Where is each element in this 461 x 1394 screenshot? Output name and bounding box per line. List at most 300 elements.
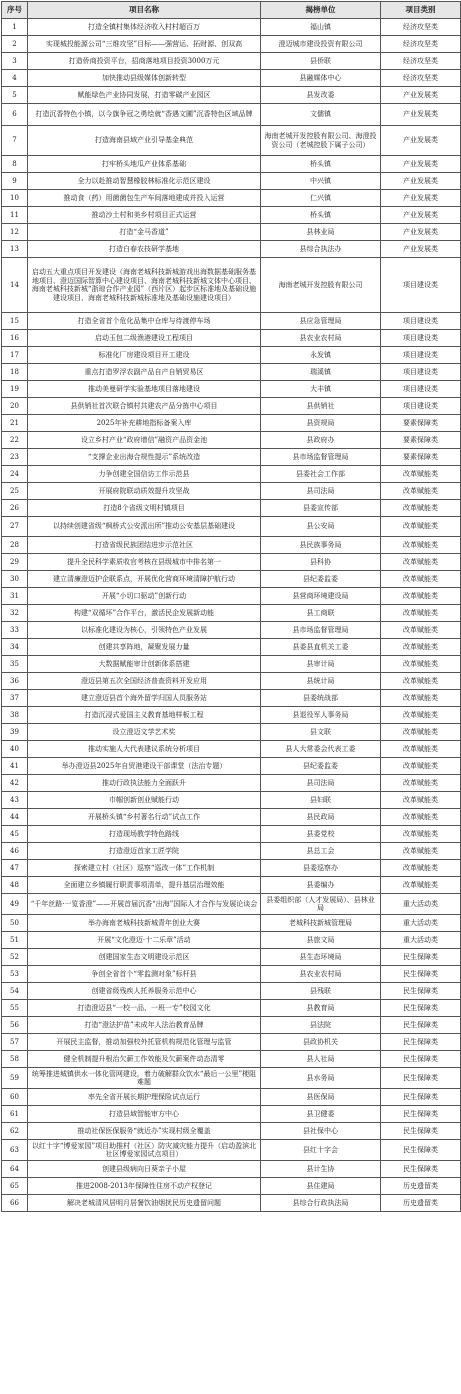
responsible-unit: 县侨联	[261, 53, 381, 70]
table-row	[2, 826, 461, 843]
responsible-unit: 县市场监督管理局	[261, 622, 381, 639]
table-row	[2, 241, 461, 258]
table-row	[2, 517, 461, 537]
table-row	[2, 1017, 461, 1034]
project-category: 项目建设类	[381, 347, 461, 364]
table-row	[2, 622, 461, 639]
project-name: 重点打造罗浮农副产品自产自销贸易区	[28, 364, 261, 381]
responsible-unit: 县工商联	[261, 605, 381, 622]
table-row	[2, 1106, 461, 1123]
table-row	[2, 949, 461, 966]
project-category: 改革赋能类	[381, 877, 461, 894]
table-row	[2, 605, 461, 622]
responsible-unit: 县计生协	[261, 1161, 381, 1178]
responsible-unit: 县市场监督管理局	[261, 449, 381, 466]
project-name: 赋能绿色产业协同发展，打造零碳产业园区	[28, 87, 261, 104]
row-number: 45	[2, 826, 28, 843]
project-category: 民生保障类	[381, 966, 461, 983]
project-category: 改革赋能类	[381, 588, 461, 605]
responsible-unit: 桥头镇	[261, 207, 381, 224]
responsible-unit: 文儒镇	[261, 104, 381, 126]
responsible-unit: 县农业农村局	[261, 330, 381, 347]
responsible-unit: 县委巡察办	[261, 860, 381, 877]
project-name: 澄迈县第五次全国经济普查资料开发应用	[28, 673, 261, 690]
project-category: 改革赋能类	[381, 758, 461, 775]
responsible-unit: 桥头镇	[261, 156, 381, 173]
project-name: 设立乡村产业“政府增信”融资产品资金池	[28, 432, 261, 449]
row-number: 11	[2, 207, 28, 224]
responsible-unit: 县资规局	[261, 415, 381, 432]
project-name: 打造全镇村集体经济收入村村超百万	[28, 19, 261, 36]
project-name: 打造省级民族团结进步示范社区	[28, 537, 261, 554]
table-row	[2, 1034, 461, 1051]
responsible-unit: 县应急管理局	[261, 313, 381, 330]
row-number: 5	[2, 87, 28, 104]
responsible-unit: 县委组织部（人才发展局）、县林业局	[261, 894, 381, 915]
table-row	[2, 809, 461, 826]
table-row	[2, 126, 461, 156]
table-row	[2, 432, 461, 449]
row-number: 63	[2, 1140, 28, 1161]
project-category: 产业发展类	[381, 87, 461, 104]
row-number: 27	[2, 517, 28, 537]
responsible-unit: 县妇联	[261, 792, 381, 809]
project-name: 提升全民科学素质收官考核在县级城市中排名第一	[28, 554, 261, 571]
project-category: 改革赋能类	[381, 537, 461, 554]
project-category: 项目建设类	[381, 398, 461, 415]
responsible-unit: 仁兴镇	[261, 190, 381, 207]
table-row	[2, 1140, 461, 1161]
project-category: 项目建设类	[381, 258, 461, 313]
project-name: 打造“金马香道”	[28, 224, 261, 241]
project-name: 标准化厂房建设项目开工建设	[28, 347, 261, 364]
table-row	[2, 966, 461, 983]
project-category: 重大活动类	[381, 932, 461, 949]
project-category: 民生保障类	[381, 1034, 461, 1051]
project-name: 构建“双循环”合作平台，激活民企发展新动能	[28, 605, 261, 622]
table-row	[2, 554, 461, 571]
project-category: 改革赋能类	[381, 690, 461, 707]
row-number: 52	[2, 949, 28, 966]
project-name: 推动行政执法能力全面跃升	[28, 775, 261, 792]
table-row	[2, 639, 461, 656]
project-name: 打造8个省级文明村镇项目	[28, 500, 261, 517]
table-header-row	[2, 2, 461, 19]
project-name: 建立清廉澄迈护企联系点，开展优化营商环境清障护航行动	[28, 571, 261, 588]
responsible-unit: 县民政局	[261, 809, 381, 826]
table-row	[2, 364, 461, 381]
row-number: 13	[2, 241, 28, 258]
table-row	[2, 673, 461, 690]
table-row	[2, 258, 461, 313]
responsible-unit: 县纪委监委	[261, 571, 381, 588]
project-name: 创建共享阵地，凝聚发展力量	[28, 639, 261, 656]
row-number: 40	[2, 741, 28, 758]
responsible-unit: 县公安局	[261, 517, 381, 537]
responsible-unit: 县住建局	[261, 1178, 381, 1195]
responsible-unit: 县司法局	[261, 775, 381, 792]
row-number: 60	[2, 1089, 28, 1106]
row-number: 23	[2, 449, 28, 466]
project-category: 民生保障类	[381, 1068, 461, 1089]
project-name: 推进2008-2013年保障性住房不动产权登记	[28, 1178, 261, 1195]
table-row	[2, 588, 461, 605]
row-number: 56	[2, 1017, 28, 1034]
row-number: 1	[2, 19, 28, 36]
project-category: 产业发展类	[381, 156, 461, 173]
table-row	[2, 500, 461, 517]
project-category: 改革赋能类	[381, 622, 461, 639]
responsible-unit: 海南老城开发控股有限公司、海澄投资公司（老城控股下属子公司）	[261, 126, 381, 156]
row-number: 66	[2, 1195, 28, 1212]
row-number: 30	[2, 571, 28, 588]
responsible-unit: 县科协	[261, 554, 381, 571]
responsible-unit: 县营商环境建设局	[261, 588, 381, 605]
row-number: 64	[2, 1161, 28, 1178]
table-row	[2, 173, 461, 190]
project-name: 建立澄迈县首个海外留学归国人员服务站	[28, 690, 261, 707]
project-category: 经济攻坚类	[381, 53, 461, 70]
project-name: 打造沉浸式爱国主义教育基地样板工程	[28, 707, 261, 724]
row-number: 19	[2, 381, 28, 398]
project-category: 改革赋能类	[381, 466, 461, 483]
responsible-unit: 县农业农村局	[261, 966, 381, 983]
row-number: 3	[2, 53, 28, 70]
responsible-unit: 县教育局	[261, 1000, 381, 1017]
responsible-unit: 县退役军人事务局	[261, 707, 381, 724]
project-category: 改革赋能类	[381, 517, 461, 537]
responsible-unit: 县水务局	[261, 1068, 381, 1089]
table-row	[2, 1068, 461, 1089]
responsible-unit: 县人大常委会代表工委	[261, 741, 381, 758]
table-row	[2, 877, 461, 894]
responsible-unit: 县融媒体中心	[261, 70, 381, 87]
project-category: 改革赋能类	[381, 724, 461, 741]
project-category: 经济攻坚类	[381, 36, 461, 53]
row-number: 18	[2, 364, 28, 381]
table-row	[2, 656, 461, 673]
project-category: 项目建设类	[381, 330, 461, 347]
project-name: 创建县级病向日葵亲子小屋	[28, 1161, 261, 1178]
project-name: 启动玉包二级渔港建设工程项目	[28, 330, 261, 347]
project-name: 举办澄迈县2025年自贸港建设干部课堂（法治专题）	[28, 758, 261, 775]
project-category: 产业发展类	[381, 241, 461, 258]
table-row	[2, 741, 461, 758]
row-number: 22	[2, 432, 28, 449]
responsible-unit: 县发改委	[261, 87, 381, 104]
row-number: 26	[2, 500, 28, 517]
row-number: 15	[2, 313, 28, 330]
responsible-unit: 县纪委监委	[261, 758, 381, 775]
table-row	[2, 87, 461, 104]
project-category: 改革赋能类	[381, 775, 461, 792]
project-name: 率先全省开展长期护理保险试点运行	[28, 1089, 261, 1106]
table-row	[2, 983, 461, 1000]
responsible-unit: 中兴镇	[261, 173, 381, 190]
table-row	[2, 758, 461, 775]
project-name: 开展桥头镇“乡村著名行动”试点工作	[28, 809, 261, 826]
project-list-table	[1, 1, 461, 1212]
project-category: 改革赋能类	[381, 826, 461, 843]
project-name: 2025年补充耕地指标备案入库	[28, 415, 261, 432]
project-category: 重大活动类	[381, 894, 461, 915]
table-row	[2, 1089, 461, 1106]
table-row	[2, 449, 461, 466]
responsible-unit: 县旅文局	[261, 932, 381, 949]
project-category: 民生保障类	[381, 1140, 461, 1161]
project-category: 产业发展类	[381, 190, 461, 207]
table-row	[2, 707, 461, 724]
project-category: 民生保障类	[381, 1089, 461, 1106]
row-number: 10	[2, 190, 28, 207]
row-number: 33	[2, 622, 28, 639]
responsible-unit: 县委社会工作部	[261, 466, 381, 483]
row-number: 4	[2, 70, 28, 87]
table-row	[2, 792, 461, 809]
table-row	[2, 1123, 461, 1140]
row-number: 31	[2, 588, 28, 605]
project-category: 改革赋能类	[381, 741, 461, 758]
responsible-unit: 县红十字会	[261, 1140, 381, 1161]
responsible-unit: 县林业局	[261, 224, 381, 241]
project-category: 民生保障类	[381, 1000, 461, 1017]
responsible-unit: 县审计局	[261, 656, 381, 673]
project-name: 启动五大重点项目开发建设（海南老城科技新城游戏出海数据基础服务基地项目、澄迈国际智算中心建设项目、海南老城科技新城文体中心项目、海南老城科技新城“浙琼合作产业园”（西片区）起步区标准地及基础设施建设项目、海南老城科技新城标准地及基础设施建设项目）	[28, 258, 261, 313]
project-category: 产业发展类	[381, 207, 461, 224]
header-name: 项目名称	[28, 2, 261, 19]
row-number: 55	[2, 1000, 28, 1017]
project-name: 加快推动县级媒体创新转型	[28, 70, 261, 87]
table-row	[2, 690, 461, 707]
table-row	[2, 724, 461, 741]
project-category: 要素保障类	[381, 415, 461, 432]
project-category: 改革赋能类	[381, 554, 461, 571]
project-category: 改革赋能类	[381, 860, 461, 877]
responsible-unit: 县人社局	[261, 1051, 381, 1068]
project-name: 设立澄迈文学艺术奖	[28, 724, 261, 741]
header-category: 项目类别	[381, 2, 461, 19]
row-number: 47	[2, 860, 28, 877]
row-number: 57	[2, 1034, 28, 1051]
responsible-unit: 县卫健委	[261, 1106, 381, 1123]
project-name: 巾帼创新创业赋能行动	[28, 792, 261, 809]
project-category: 民生保障类	[381, 1123, 461, 1140]
row-number: 61	[2, 1106, 28, 1123]
project-category: 产业发展类	[381, 173, 461, 190]
responsible-unit: 县政府办	[261, 432, 381, 449]
project-name: 举办海南老城科技新城青年创业大赛	[28, 915, 261, 932]
project-name: 以标准化建设为核心，引领特色产业发展	[28, 622, 261, 639]
project-name: 开展府院联动质效提升攻坚战	[28, 483, 261, 500]
row-number: 29	[2, 554, 28, 571]
project-name: 打造澄迈首家工匠学院	[28, 843, 261, 860]
project-name: 打造县域智能审方中心	[28, 1106, 261, 1123]
row-number: 25	[2, 483, 28, 500]
row-number: 32	[2, 605, 28, 622]
row-number: 49	[2, 894, 28, 915]
table-row	[2, 932, 461, 949]
project-name: 打造沉香特色小镇，以今旗争冠之勇绘就“香遇文圃”沉香特色区域品牌	[28, 104, 261, 126]
row-number: 16	[2, 330, 28, 347]
table-row	[2, 398, 461, 415]
project-name: 解决老城清风居明月居餐饮油烟扰民历史遗留问题	[28, 1195, 261, 1212]
project-name: 力争创建全国信访工作示范县	[28, 466, 261, 483]
project-category: 改革赋能类	[381, 843, 461, 860]
project-name: 开展“小切口驱动”创新行动	[28, 588, 261, 605]
table-row	[2, 843, 461, 860]
project-category: 民生保障类	[381, 1051, 461, 1068]
project-name: 县供销社首次联合镇村共建农产品分拣中心项目	[28, 398, 261, 415]
table-row	[2, 1195, 461, 1212]
row-number: 20	[2, 398, 28, 415]
project-name: “千年丝路·一览香澄”——开展首届沉香“出海”国际人才合作与发展论谈会	[28, 894, 261, 915]
project-category: 经济攻坚类	[381, 70, 461, 87]
responsible-unit: 县医保局	[261, 1089, 381, 1106]
row-number: 9	[2, 173, 28, 190]
table-row	[2, 207, 461, 224]
table-row	[2, 190, 461, 207]
responsible-unit: 澄迈城市建设投资有限公司	[261, 36, 381, 53]
row-number: 41	[2, 758, 28, 775]
responsible-unit: 县生态环境局	[261, 949, 381, 966]
project-category: 产业发展类	[381, 104, 461, 126]
project-name: 健全机制提升根治欠薪工作效能及欠薪案件动态清零	[28, 1051, 261, 1068]
responsible-unit: 县委编办	[261, 877, 381, 894]
row-number: 46	[2, 843, 28, 860]
project-name: 全面建立乡镇履行职责事项清单，提升基层治理效能	[28, 877, 261, 894]
table-row	[2, 1161, 461, 1178]
project-category: 要素保障类	[381, 449, 461, 466]
project-name: 推动社保医保服务“就近办”实现村级全覆盖	[28, 1123, 261, 1140]
project-name: “支撑企业出海合规性提示”系统改造	[28, 449, 261, 466]
table-row	[2, 104, 461, 126]
table-row	[2, 860, 461, 877]
row-number: 24	[2, 466, 28, 483]
table-row	[2, 415, 461, 432]
row-number: 34	[2, 639, 28, 656]
table-row	[2, 381, 461, 398]
project-category: 改革赋能类	[381, 792, 461, 809]
table-row	[2, 915, 461, 932]
header-num: 序号	[2, 2, 28, 19]
project-name: 实现城投能源公司“三维攻坚”目标——强营运、拓财源、创双高	[28, 36, 261, 53]
project-category: 历史遗留类	[381, 1178, 461, 1195]
row-number: 53	[2, 966, 28, 983]
project-category: 民生保障类	[381, 983, 461, 1000]
project-category: 民生保障类	[381, 1017, 461, 1034]
table-row	[2, 483, 461, 500]
project-category: 民生保障类	[381, 1106, 461, 1123]
row-number: 8	[2, 156, 28, 173]
responsible-unit: 县统计局	[261, 673, 381, 690]
table-row	[2, 1178, 461, 1195]
project-name: 打造澄迈县“一校一品、一班一专”校园文化	[28, 1000, 261, 1017]
row-number: 39	[2, 724, 28, 741]
responsible-unit: 老城科技新城管理局	[261, 915, 381, 932]
row-number: 54	[2, 983, 28, 1000]
project-category: 项目建设类	[381, 313, 461, 330]
responsible-unit: 县文联	[261, 724, 381, 741]
table-row	[2, 36, 461, 53]
project-category: 改革赋能类	[381, 639, 461, 656]
project-category: 项目建设类	[381, 364, 461, 381]
project-category: 经济攻坚类	[381, 19, 461, 36]
project-name: 打造海南县域产业引导基金典范	[28, 126, 261, 156]
project-category: 项目建设类	[381, 381, 461, 398]
table-body	[2, 19, 461, 1212]
row-number: 50	[2, 915, 28, 932]
responsible-unit: 永发镇	[261, 347, 381, 364]
responsible-unit: 县政协机关	[261, 1034, 381, 1051]
responsible-unit: 大丰镇	[261, 381, 381, 398]
project-category: 历史遗留类	[381, 1195, 461, 1212]
responsible-unit: 县社保中心	[261, 1123, 381, 1140]
table-row	[2, 70, 461, 87]
project-category: 改革赋能类	[381, 656, 461, 673]
table-row	[2, 19, 461, 36]
row-number: 12	[2, 224, 28, 241]
project-name: 推动实施人大代表建议系统分析项目	[28, 741, 261, 758]
table-row	[2, 1000, 461, 1017]
responsible-unit: 县综合行政执法局	[261, 1195, 381, 1212]
project-name: 创建省级残疾人托养服务示范中心	[28, 983, 261, 1000]
table-row	[2, 1051, 461, 1068]
row-number: 7	[2, 126, 28, 156]
project-category: 改革赋能类	[381, 571, 461, 588]
project-name: 争创全省首个“零监测对象”标杆县	[28, 966, 261, 983]
responsible-unit: 县综合执法办	[261, 241, 381, 258]
row-number: 6	[2, 104, 28, 126]
responsible-unit: 县民族事务局	[261, 537, 381, 554]
project-name: 开展“文化澄迈·十二乐章”活动	[28, 932, 261, 949]
project-category: 改革赋能类	[381, 500, 461, 517]
row-number: 38	[2, 707, 28, 724]
header-unit: 揭榜单位	[261, 2, 381, 19]
responsible-unit: 县委统战部	[261, 690, 381, 707]
project-name: 全力以赴推动智慧橡胶林标准化示范区建设	[28, 173, 261, 190]
row-number: 14	[2, 258, 28, 313]
responsible-unit: 县供销社	[261, 398, 381, 415]
project-category: 民生保障类	[381, 1161, 461, 1178]
responsible-unit: 县总工会	[261, 843, 381, 860]
responsible-unit: 县司法局	[261, 483, 381, 500]
table-row	[2, 775, 461, 792]
responsible-unit: 县法院	[261, 1017, 381, 1034]
project-name: 统筹推进城镇供水一体化管网建设，着力破解群众饮水“最后一公里”梗阻难题	[28, 1068, 261, 1089]
responsible-unit: 县委县直机关工委	[261, 639, 381, 656]
project-category: 要素保障类	[381, 432, 461, 449]
row-number: 62	[2, 1123, 28, 1140]
project-category: 改革赋能类	[381, 673, 461, 690]
row-number: 59	[2, 1068, 28, 1089]
project-name: 创建国家生态文明建设示范区	[28, 949, 261, 966]
project-category: 产业发展类	[381, 224, 461, 241]
table-row	[2, 330, 461, 347]
project-name: 推动美曼研学实验基地项目落地建设	[28, 381, 261, 398]
responsible-unit: 县残联	[261, 983, 381, 1000]
table-row	[2, 156, 461, 173]
table-row	[2, 894, 461, 915]
project-name: 打造现场教学特色路线	[28, 826, 261, 843]
row-number: 37	[2, 690, 28, 707]
row-number: 36	[2, 673, 28, 690]
project-name: 打造全省首个危化品集中仓库与待渡停车场	[28, 313, 261, 330]
project-name: 以红十字“博爱家园”项目助推村（社区）防灾减灾能力提升（启动盈滨北社区博爱家园试点项目）	[28, 1140, 261, 1161]
table-row	[2, 347, 461, 364]
responsible-unit: 县委宣传部	[261, 500, 381, 517]
project-category: 改革赋能类	[381, 605, 461, 622]
project-name: 开展民主监督，推动加强校外托管机构规范化管理与监管	[28, 1034, 261, 1051]
